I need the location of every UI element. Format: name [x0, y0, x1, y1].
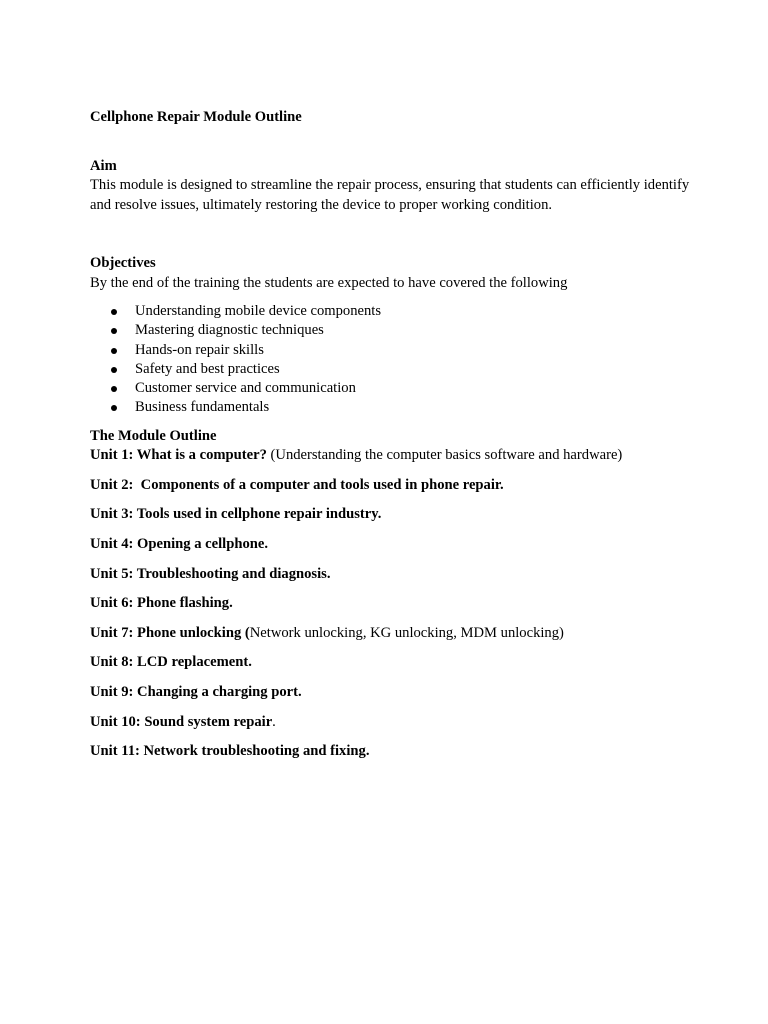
aim-heading: Aim — [90, 157, 117, 174]
objective-item — [90, 341, 690, 360]
unit-title: Unit 11: Network troubleshooting and fixing. — [90, 743, 370, 760]
unit-line — [90, 476, 690, 506]
unit-line — [90, 624, 690, 654]
unit-line — [90, 565, 690, 595]
unit-note: . — [272, 713, 276, 730]
bullet-icon — [111, 348, 117, 354]
bullet-icon — [111, 309, 117, 315]
unit-title: Unit 8: LCD replacement. — [90, 654, 252, 671]
objective-text: Customer service and communication — [135, 380, 356, 397]
unit-title: Unit 5: Troubleshooting and diagnosis. — [90, 565, 331, 582]
unit-line — [90, 535, 690, 565]
objective-item — [90, 321, 690, 340]
unit-line — [90, 653, 690, 683]
unit-title: Unit 6: Phone flashing. — [90, 595, 233, 612]
unit-line — [90, 683, 690, 713]
unit-line — [90, 505, 690, 535]
objectives-heading: Objectives — [90, 255, 156, 271]
unit-line — [90, 446, 690, 476]
aim-text: This module is designed to streamline the repair process, ensuring that students can efficiently identify and resolve issues, ultimately restoring the device to proper working condition. — [90, 177, 690, 213]
objective-item — [90, 398, 690, 417]
unit-title: Unit 7: Phone unlocking ( — [90, 624, 250, 641]
unit-title: Unit 3: Tools used in cellphone repair industry. — [90, 506, 382, 523]
objective-text: Business fundamentals — [135, 399, 270, 416]
unit-note: (Understanding the computer basics software and hardware) — [266, 447, 623, 464]
unit-line — [90, 594, 690, 624]
objectives-list — [90, 302, 690, 418]
bullet-icon — [111, 328, 117, 334]
objective-text: Hands-on repair skills — [135, 341, 264, 358]
document-title: Cellphone Repair Module Outline — [90, 109, 302, 125]
unit-note: Network unlocking, KG unlocking, MDM unlocking) — [249, 624, 564, 641]
bullet-icon — [111, 386, 117, 392]
document-page — [90, 108, 690, 772]
objective-item — [90, 360, 690, 379]
unit-line — [90, 713, 690, 743]
unit-title: Unit 10: Sound system repair — [90, 713, 273, 730]
unit-line — [90, 742, 690, 772]
bullet-icon — [111, 405, 117, 411]
objectives-intro: By the end of the training the students are expected to have covered the following — [90, 274, 568, 291]
aim-section — [90, 157, 690, 216]
objective-text: Mastering diagnostic techniques — [135, 322, 324, 339]
module-outline-section — [90, 427, 690, 772]
unit-title: Unit 2: Components of a computer and tools used in phone repair. — [90, 476, 504, 493]
objective-item — [90, 302, 690, 321]
objective-text: Understanding mobile device components — [135, 303, 382, 319]
unit-title: Unit 1: What is a computer? — [90, 447, 267, 464]
outline-heading: The Module Outline — [90, 427, 217, 444]
unit-title: Unit 9: Changing a charging port. — [90, 684, 302, 701]
objective-text: Safety and best practices — [135, 360, 280, 377]
objectives-section — [90, 254, 690, 418]
objective-item — [90, 379, 690, 398]
bullet-icon — [111, 367, 117, 373]
unit-title: Unit 4: Opening a cellphone. — [90, 536, 268, 553]
